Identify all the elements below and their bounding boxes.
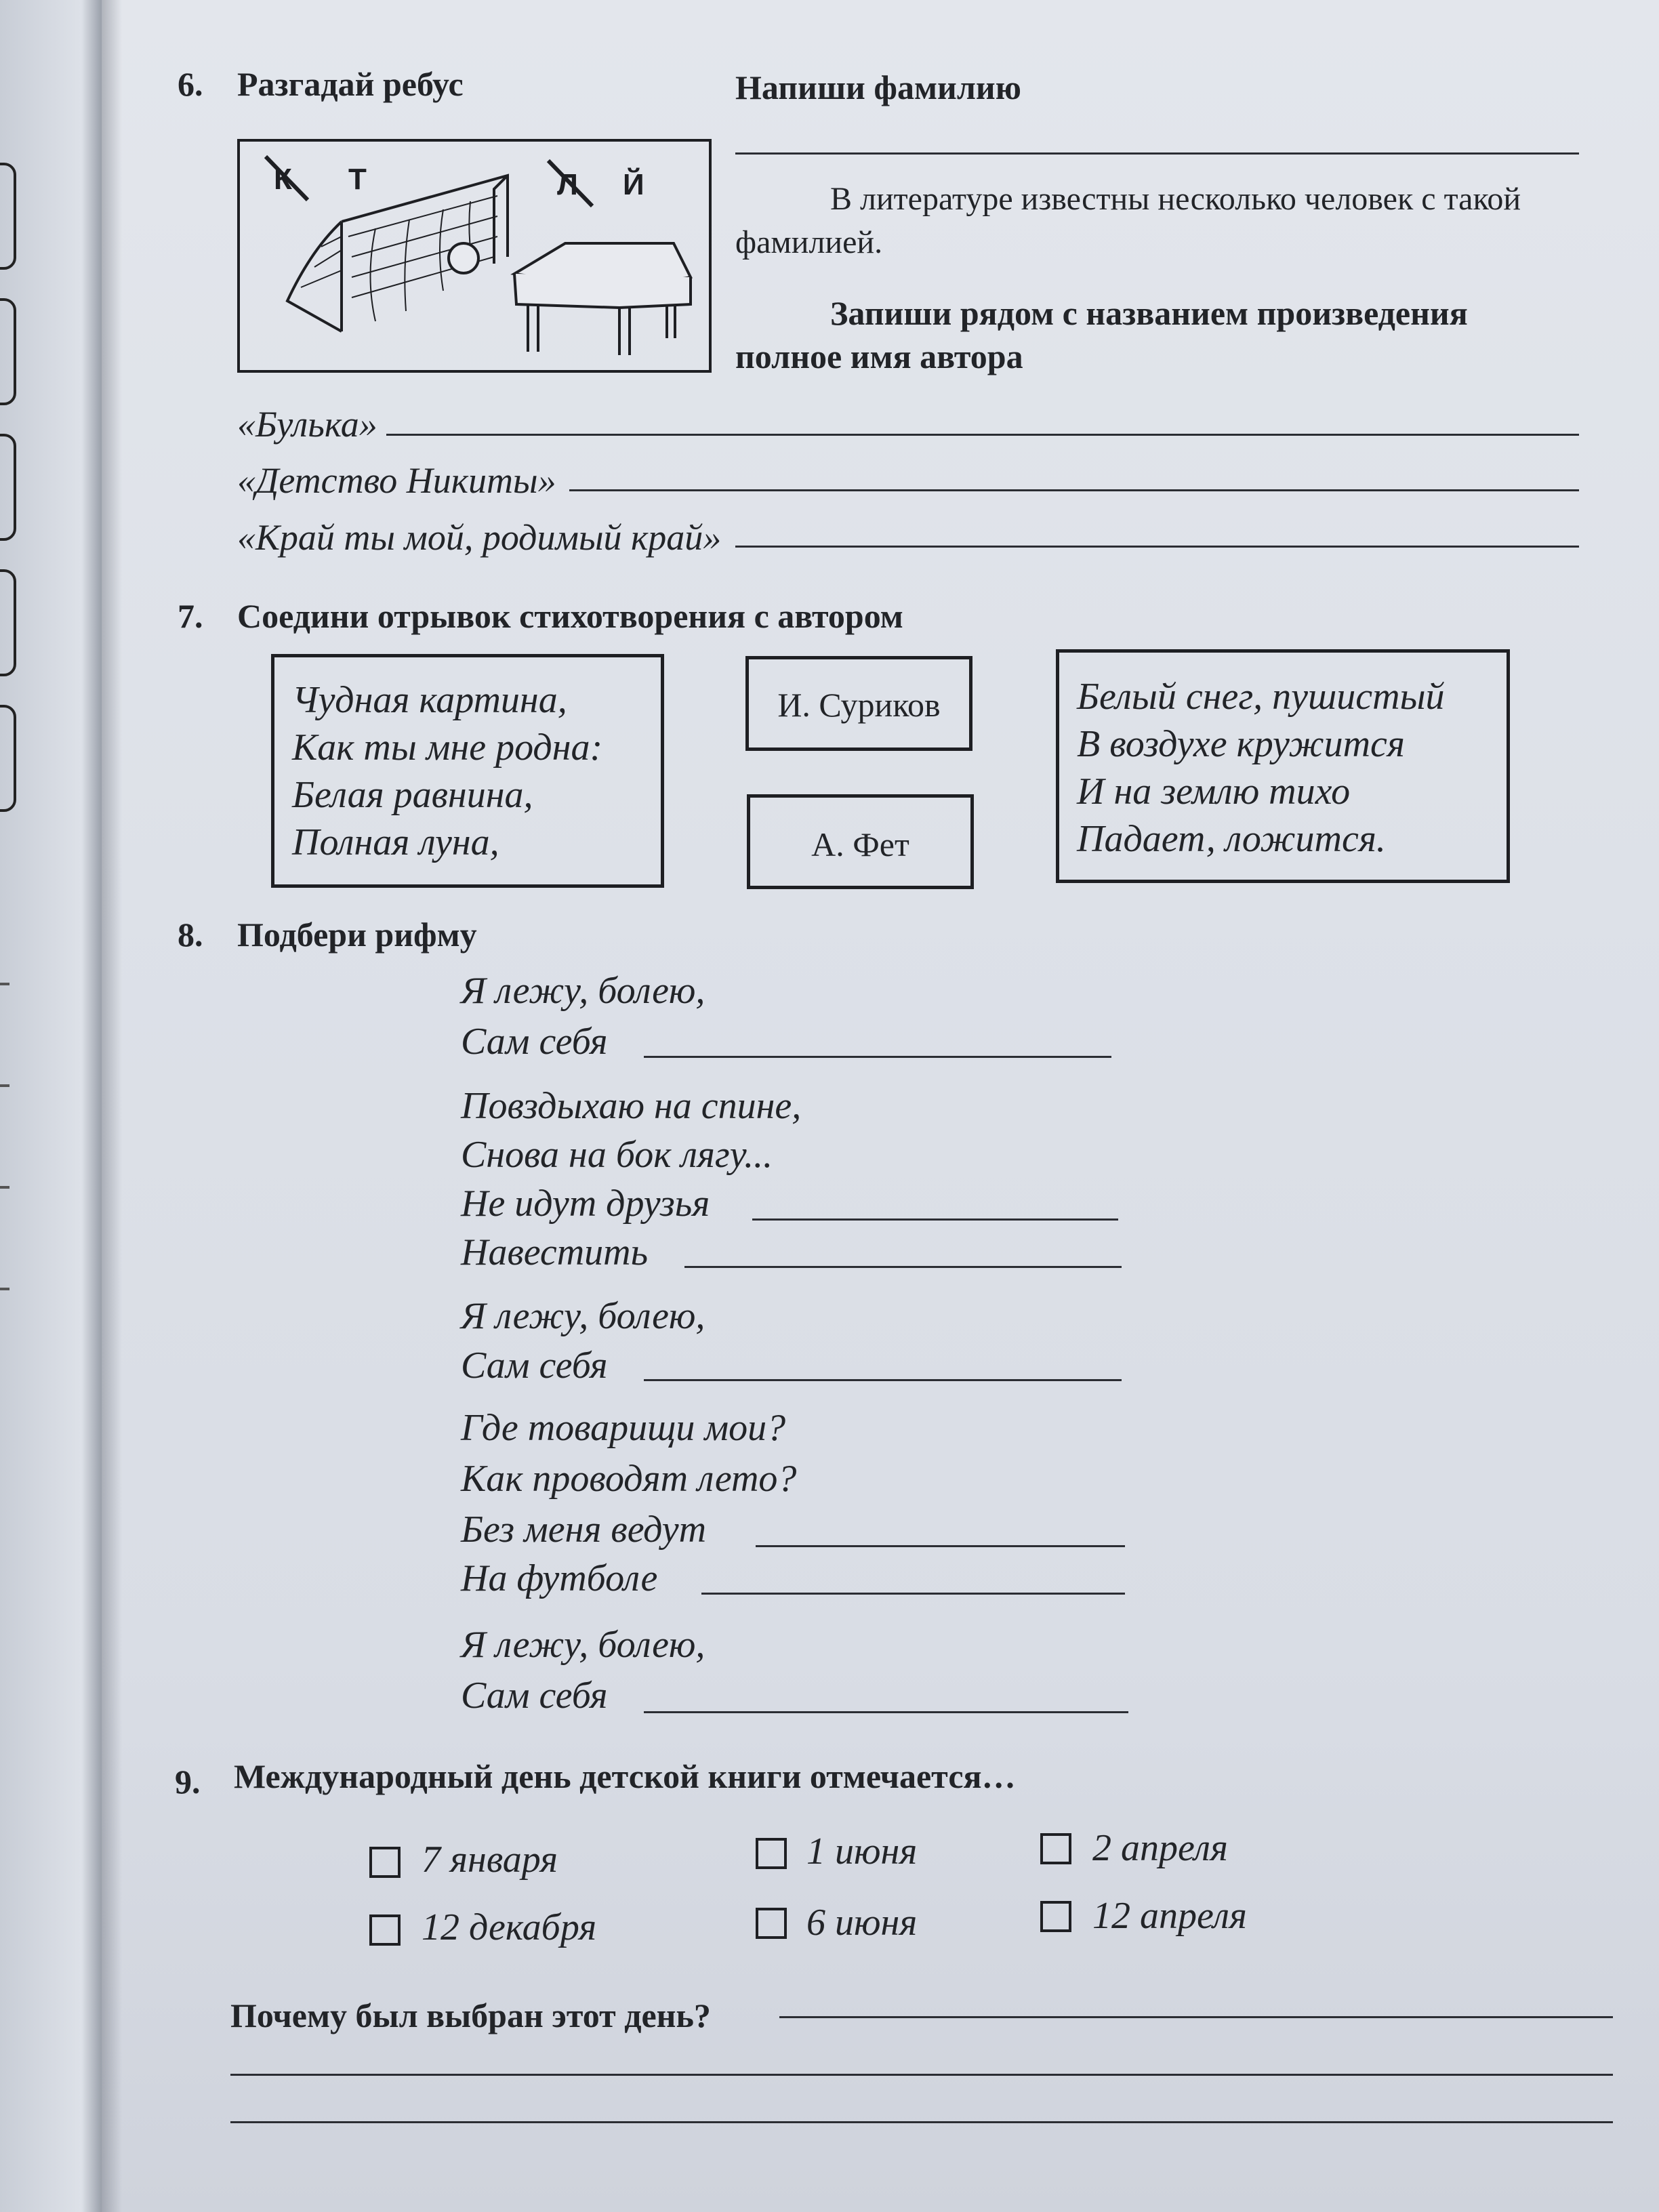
binder-tab	[0, 569, 16, 676]
checkbox-12-december[interactable]	[369, 1914, 401, 1946]
page-fold-shadow	[102, 0, 122, 2212]
rhyme-line: Сам себя	[461, 1021, 608, 1063]
rhyme-answer-line[interactable]	[701, 1593, 1125, 1595]
rebus-letter-l: Л	[557, 168, 578, 201]
rebus-letter-k: К	[274, 163, 292, 196]
poem-line: Чудная картина,	[292, 679, 567, 721]
poem-line: Белый снег, пушистый	[1077, 676, 1445, 718]
rhyme-line: Где товарищи мои?	[461, 1407, 786, 1449]
q6-info-text: В литературе известны несколько человек с такой фамилией.	[735, 181, 1521, 260]
rhyme-answer-line[interactable]	[756, 1545, 1125, 1547]
q9-title: Международный день детской книги отмечается…	[234, 1757, 1016, 1795]
binder-tab	[0, 434, 16, 541]
poem-line: И на землю тихо	[1077, 771, 1351, 813]
surname-answer-line[interactable]	[735, 152, 1579, 155]
rhyme-line: Без меня ведут	[461, 1509, 707, 1551]
rhyme-line: Не идут друзья	[461, 1183, 710, 1225]
author-surikov: И. Суриков	[777, 686, 941, 724]
q7-number: 7.	[178, 597, 203, 635]
checkbox-2-april[interactable]	[1040, 1833, 1071, 1864]
poem-box-left[interactable]	[271, 654, 664, 888]
poem-line: Полная луна,	[292, 821, 499, 863]
rhyme-line: Как проводят лето?	[461, 1458, 797, 1500]
why-answer-line[interactable]	[230, 2121, 1613, 2123]
why-answer-line[interactable]	[779, 2016, 1613, 2018]
margin-tick	[0, 1288, 9, 1290]
rhyme-answer-line[interactable]	[644, 1379, 1122, 1381]
poem-box-right[interactable]	[1056, 649, 1510, 883]
margin-tick	[0, 1186, 9, 1189]
binder-tab	[0, 705, 16, 812]
left-page-edge	[0, 0, 102, 2212]
football-goal-icon	[287, 176, 508, 331]
author-box-fet[interactable]	[747, 794, 974, 889]
rhyme-line: Повздыхаю на спине,	[461, 1085, 802, 1127]
checkbox-12-april[interactable]	[1040, 1901, 1071, 1932]
q6-instruction: Запиши рядом с названием произведения полное имя автора	[735, 294, 1468, 375]
poem-line: Падает, ложится.	[1077, 818, 1386, 860]
q6-title: Разгадай ребус	[237, 65, 464, 103]
work-title-bulka: «Булька»	[237, 404, 377, 445]
rebus-drawing	[240, 142, 709, 370]
rhyme-answer-line[interactable]	[684, 1266, 1122, 1268]
poem-line: В воздухе кружится	[1077, 723, 1405, 765]
rhyme-line: Сам себя	[461, 1345, 608, 1387]
option-6-june[interactable]: 6 июня	[806, 1902, 918, 1944]
q8-title: Подбери рифму	[237, 916, 477, 954]
table-icon	[514, 243, 691, 355]
why-question: Почему был выбран этот день?	[230, 1996, 711, 2034]
poem-line: Как ты мне родна:	[292, 726, 603, 769]
q7-title: Соедини отрывок стихотворения с автором	[237, 597, 903, 635]
rhyme-line: На футболе	[461, 1557, 658, 1599]
rebus-letter-t: Т	[348, 163, 367, 196]
binder-tab	[0, 163, 16, 270]
work-title-krai: «Край ты мой, родимый край»	[237, 517, 722, 558]
why-answer-line[interactable]	[230, 2074, 1613, 2076]
option-2-april[interactable]: 2 апреля	[1092, 1827, 1228, 1869]
rhyme-line: Сам себя	[461, 1675, 608, 1717]
answer-line-bulka[interactable]	[386, 434, 1579, 436]
q9-number: 9.	[175, 1763, 201, 1801]
checkbox-6-june[interactable]	[756, 1908, 787, 1939]
rhyme-answer-line[interactable]	[644, 1056, 1111, 1058]
option-12-april[interactable]: 12 апреля	[1092, 1895, 1247, 1937]
rhyme-line: Я лежу, болею,	[461, 970, 705, 1012]
checkbox-7-january[interactable]	[369, 1847, 401, 1878]
q8-number: 8.	[178, 916, 203, 954]
rhyme-line: Я лежу, болею,	[461, 1624, 705, 1666]
option-1-june[interactable]: 1 июня	[806, 1830, 918, 1872]
margin-tick	[0, 983, 9, 985]
option-7-january[interactable]: 7 января	[422, 1839, 558, 1881]
margin-tick	[0, 1084, 9, 1087]
poem-line: Белая равнина,	[292, 774, 533, 816]
rhyme-line: Снова на бок лягу...	[461, 1134, 773, 1176]
rebus-letter-y: Й	[623, 168, 644, 201]
rhyme-answer-line[interactable]	[752, 1218, 1118, 1221]
work-title-detstvo: «Детство Никиты»	[237, 460, 556, 501]
author-fet: А. Фет	[811, 825, 909, 863]
answer-line-detstvo[interactable]	[569, 489, 1579, 491]
checkbox-1-june[interactable]	[756, 1838, 787, 1869]
worksheet-page	[102, 0, 1659, 2212]
rhyme-line: Навестить	[461, 1231, 649, 1273]
rhyme-answer-line[interactable]	[644, 1711, 1128, 1713]
option-12-december[interactable]: 12 декабря	[422, 1906, 597, 1948]
q6-number: 6.	[178, 65, 203, 103]
write-surname-label: Напиши фамилию	[735, 68, 1021, 106]
answer-line-krai[interactable]	[735, 546, 1579, 548]
rebus-picture	[237, 139, 712, 373]
author-box-surikov[interactable]	[745, 656, 972, 751]
rhyme-line: Я лежу, болею,	[461, 1295, 705, 1337]
binder-tab	[0, 298, 16, 405]
